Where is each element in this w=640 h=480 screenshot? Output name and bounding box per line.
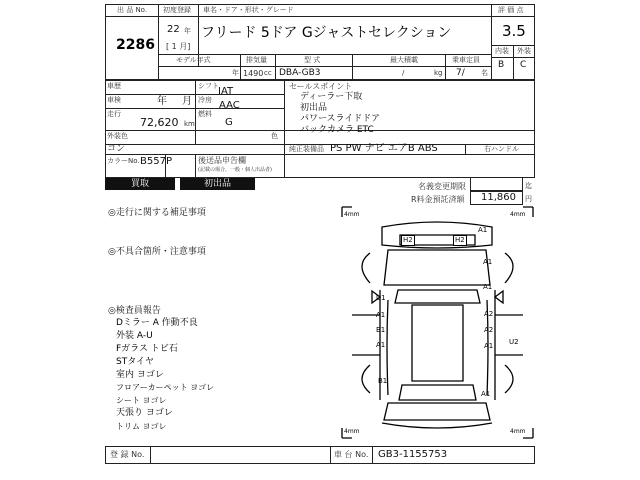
inspector-item-4: STタイヤ	[116, 357, 155, 367]
inspection-year-unit: 年	[157, 96, 167, 107]
footer-frame	[105, 446, 535, 464]
inspector-item-3: Fガラス トビ石	[116, 344, 178, 354]
score-label: 評 価 点	[498, 6, 524, 14]
rear-wheel-label: 後送品申告欄	[198, 156, 246, 165]
score-value: 3.5	[502, 22, 526, 40]
color-no-label: カラーNo.	[107, 157, 140, 165]
title-change-unit: 迄	[525, 182, 532, 190]
sales-point-1: ディーラー下取	[300, 92, 363, 102]
reg-no-label: 登 録 No.	[110, 450, 145, 459]
damage-mark: A1	[376, 311, 386, 319]
exterior-score: C	[520, 60, 527, 70]
damage-mark: A1	[484, 342, 494, 350]
rear-wheel-note: (記載の場合、一般・個人出品者)	[198, 167, 272, 173]
capacity-unit: 名	[481, 69, 488, 77]
ac-value: AAC	[219, 100, 240, 111]
equipment-value: PS PW ナビ エアB ABS	[330, 143, 438, 154]
damage-mark: A1	[483, 258, 493, 266]
fuel-label: 燃料	[198, 110, 212, 118]
corner-mark-bl: 4mm	[344, 428, 360, 435]
history-label: 車歴	[107, 82, 121, 90]
mileage-label: 走行	[107, 110, 121, 118]
lot-number: 2286	[116, 37, 155, 53]
mileage-value: 72,620	[140, 116, 179, 129]
car-name: フリード 5ドア Gジャストセレクション	[201, 25, 452, 41]
shift-label: シフト	[198, 82, 219, 90]
car-name-label: 車名・ドア・形状・グレード	[203, 6, 294, 14]
inspector-item-5: 室内 ヨゴレ	[116, 370, 164, 380]
capacity-value: 7/	[456, 68, 465, 78]
displacement-unit: cc	[264, 69, 272, 77]
damage-mark: A1	[478, 226, 488, 234]
corner-mark-br: 4mm	[510, 428, 526, 435]
sales-point-3: パワースライドドア	[300, 114, 381, 124]
inspector-item-2: 外装 A-U	[116, 331, 153, 341]
fuel-value: G	[225, 117, 233, 128]
damage-mark: A2	[484, 310, 494, 318]
ext-color: コン	[107, 144, 126, 154]
interior-score: B	[498, 60, 505, 70]
capacity-label: 乗車定員	[452, 56, 480, 64]
exterior-score-label: 外装	[517, 47, 531, 55]
recycle-label: R料金預託済額	[411, 195, 465, 204]
recycle-value: 11,860	[481, 192, 516, 203]
damage-mark: B1	[378, 377, 388, 385]
damage-mark: A2	[484, 326, 494, 334]
load-value: /	[402, 69, 405, 77]
sales-point-4: バックカメラ ETC	[300, 125, 374, 135]
inspection-label: 車検	[107, 96, 121, 104]
ac-label: 冷房	[198, 96, 212, 104]
first-reg-month: [ 1 月]	[166, 42, 191, 51]
damage-mark: H2	[403, 236, 413, 244]
shift-value: IAT	[218, 86, 234, 97]
interior-color-label: 色	[271, 132, 278, 140]
car-damage-diagram	[340, 205, 535, 440]
ext-color-label: 外装色	[107, 132, 128, 140]
inspection-month-unit: 月	[182, 96, 192, 107]
inspector-item-7: シート ヨゴレ	[116, 396, 167, 405]
first-reg-year: 22	[167, 24, 180, 35]
handle-label: 右ハンドル	[484, 145, 519, 153]
lot-label: 出 品 No.	[117, 6, 148, 14]
recycle-unit: 円	[525, 195, 532, 203]
first-listing-badge: 初出品	[180, 178, 255, 190]
inspector-item-8: 天張り ヨゴレ	[116, 408, 173, 418]
damage-mark: U1	[376, 294, 386, 302]
type-label: 型 式	[304, 56, 321, 64]
first-reg-label: 初度登録	[163, 6, 191, 14]
displacement: 1490	[243, 69, 264, 78]
interior-score-label: 内装	[495, 47, 509, 55]
sales-point-2: 初出品	[300, 103, 328, 113]
model-year-unit: 年	[232, 69, 239, 77]
chassis-label: 車 台 No.	[334, 450, 369, 459]
damage-mark: H2	[455, 236, 465, 244]
color-no: B557P	[140, 156, 172, 167]
mileage-unit: km	[184, 120, 195, 128]
supplement-label: ◎走行に関する補足事項	[108, 208, 206, 218]
damage-mark: U2	[509, 338, 519, 346]
title-change-box	[470, 177, 523, 191]
displacement-label: 排気量	[246, 56, 267, 64]
chassis-value: GB3-1155753	[378, 449, 448, 460]
inspector-label: ◎検査員報告	[108, 306, 161, 316]
load-label: 最大積載	[390, 56, 418, 64]
inspector-item-1: Dミラー A 作動不良	[116, 318, 198, 328]
corner-mark-tr: 4mm	[510, 211, 526, 218]
inspector-item-6: フロアーカーペット ヨゴレ	[116, 383, 215, 392]
type-value: DBA-GB3	[279, 68, 321, 78]
damage-mark: A1	[376, 341, 386, 349]
model-year-label: モデル年式	[176, 56, 211, 64]
damage-mark: B1	[376, 326, 386, 334]
title-change-label: 名義変更期限	[418, 182, 466, 191]
damage-mark: A1	[483, 283, 493, 291]
equipment-label: 純正装備品	[289, 145, 324, 153]
sales-points-label: セールスポイント	[289, 82, 353, 91]
inspector-item-9: トリム ヨゴレ	[116, 422, 167, 431]
corner-mark-tl: 4mm	[344, 211, 360, 218]
load-unit: kg	[434, 69, 443, 77]
buy-badge: 買取	[105, 178, 175, 190]
defect-label: ◎不具合箇所・注意事項	[108, 247, 206, 257]
first-reg-year-unit: 年	[184, 27, 191, 35]
damage-mark: A1	[481, 390, 491, 398]
